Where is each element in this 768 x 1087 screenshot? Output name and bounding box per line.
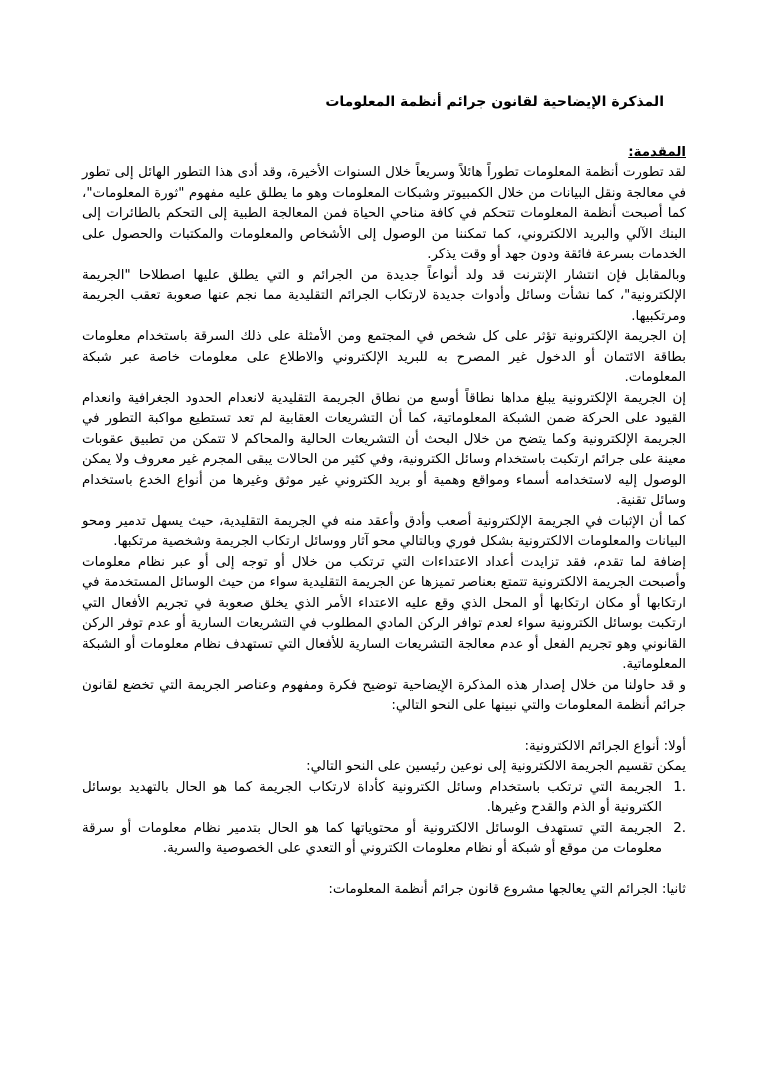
paragraph: و قد حاولنا من خلال إصدار هذه المذكرة الإيضاحية توضيح فكرة ومفهوم وعناصر الجريمة التي تخضع لقانون جرائم أنظمة المعلومات والتي نبينها على النحو التالي: — [82, 677, 686, 713]
spacer — [82, 860, 686, 880]
list-item — [82, 819, 686, 860]
document-page — [82, 92, 686, 900]
document-title: المذكرة الإيضاحية لقانون جرائم أنظمة المعلومات — [325, 94, 664, 110]
list-item-number: 2. — [673, 820, 686, 836]
list-item-text: الجريمة التي ترتكب باستخدام وسائل الكترونية كأداة لارتكاب الجريمة كما هو الحال بالتهديد بوسائل الكترونية أو الذم والقدح وغيرها. — [82, 779, 662, 815]
section-two-title: ثانيا: الجرائم التي يعالجها مشروع قانون جرائم أنظمة المعلومات: — [328, 881, 686, 897]
paragraph: إضافة لما تقدم، فقد تزايدت أعداد الاعتداءات التي ترتكب من خلال أو توجه إلى أو عبر نظام معلومات وأصبحت الجريمة الالكترونية تتمتع بعناصر تميزها عن الجريمة التقليدية سواء من حيث الوسائل المستخدمة في ارتكابها أو مكان ارتكابها أو المحل الذي وقع عليه الاعتداء الأمر الذي يخلق صعوبة في تجريم الأفعال التي ارتكبت بوسائل الكترونية سواء لعدم توافر الركن المادي المطلوب في التشريعات السارية أو عدم توفر الركن القانوني وهو تجريم الفعل أو عدم معالجة التشريعات السارية للأفعال التي تستهدف نظام معلومات أو الشبكة المعلوماتية. — [82, 554, 686, 672]
paragraph: كما أن الإثبات في الجريمة الإلكترونية أصعب وأدق وأعقد منه في الجريمة التقليدية، حيث يسهل تدمير ومحو البيانات والمعلومات الالكترونية بشكل فوري وبالتالي محو آثار ووسائل ارتكاب الجريمة وشخصية مرتكبها. — [82, 513, 686, 549]
section-one-intro: يمكن تقسيم الجريمة الالكترونية إلى نوعين رئيسين على النحو التالي: — [306, 759, 686, 774]
crime-types-list — [82, 778, 686, 860]
list-item-text: الجريمة التي تستهدف الوسائل الالكترونية أو محتوياتها كما هو الحال بتدمير نظام معلومات أو سرقة معلومات من موقع أو شبكة أو نظام معلومات الكتروني أو التعدي على الخصوصية والسرية. — [82, 820, 662, 856]
spacer — [82, 717, 686, 737]
paragraph: لقد تطورت أنظمة المعلومات تطوراً هائلاً وسريعاً خلال السنوات الأخيرة، وقد أدى هذا التطور الهائل إلى تطور في معالجة ونقل البيانات من خلال الكمبيوتر وشبكات المعلومات وهو ما يطلق عليه مفهوم "ثورة المعلومات"، كما أصبحت أنظمة المعلومات تتحكم في كافة مناحي الحياة فمن المعالجة الطبية إلى التحكم بالطائرات إلى البنك الآلي والبريد الالكتروني، كما تمكننا من الوصول إلى الأشخاص والمعلومات والمكتبات والحصول على الخدمات بسرعة فائقة ودون جهد أو وقت يذكر. — [82, 165, 686, 262]
paragraph: إن الجريمة الإلكترونية تؤثر على كل شخص في المجتمع ومن الأمثلة على ذلك السرقة باستخدام معلومات بطاقة الائتمان أو الدخول غير المصرح به للبريد الإلكتروني والاطلاع على معلومات خاصة عبر شبكة المعلومات. — [82, 329, 686, 385]
section-one-title: أولا: أنواع الجرائم الالكترونية: — [524, 738, 686, 754]
list-item-number: 1. — [673, 779, 686, 795]
paragraph: إن الجريمة الإلكترونية يبلغ مداها نطاقاً أوسع من نطاق الجريمة التقليدية لانعدام الحدود الجغرافية وانعدام القيود على الحركة ضمن الشبكة المعلوماتية، كما أن التشريعات العقابية لم تعد تستطيع مواكبة التطور في الجريمة الإلكترونية وكما يتضح من خلال البحث أن التشريعات الحالية والمحاكم لا تتمكن من تطبيق عقوبات معينة على جرائم ارتكبت باستخدام وسائل الكترونية، وفي كثير من الحالات يبقى المجرم غير معروف ولا يمكن الوصول إليه لاستخدامه أسماء ومواقع وهمية أو بريد الكتروني غير موثق وغيرها من أنواع الخدع باستخدام وسائل تقنية. — [82, 390, 686, 508]
list-item — [82, 778, 686, 819]
paragraph: وبالمقابل فإن انتشار الإنترنت قد ولد أنواعاً جديدة من الجرائم و التي يطلق عليها اصطلاحا "الجريمة الإلكترونية"، كما نشأت وسائل وأدوات جديدة لارتكاب الجرائم التقليدية مما نجم عنها صعوبة تعقب الجريمة ومرتكبيها. — [82, 267, 686, 324]
intro-heading: المقدمة: — [628, 144, 686, 160]
